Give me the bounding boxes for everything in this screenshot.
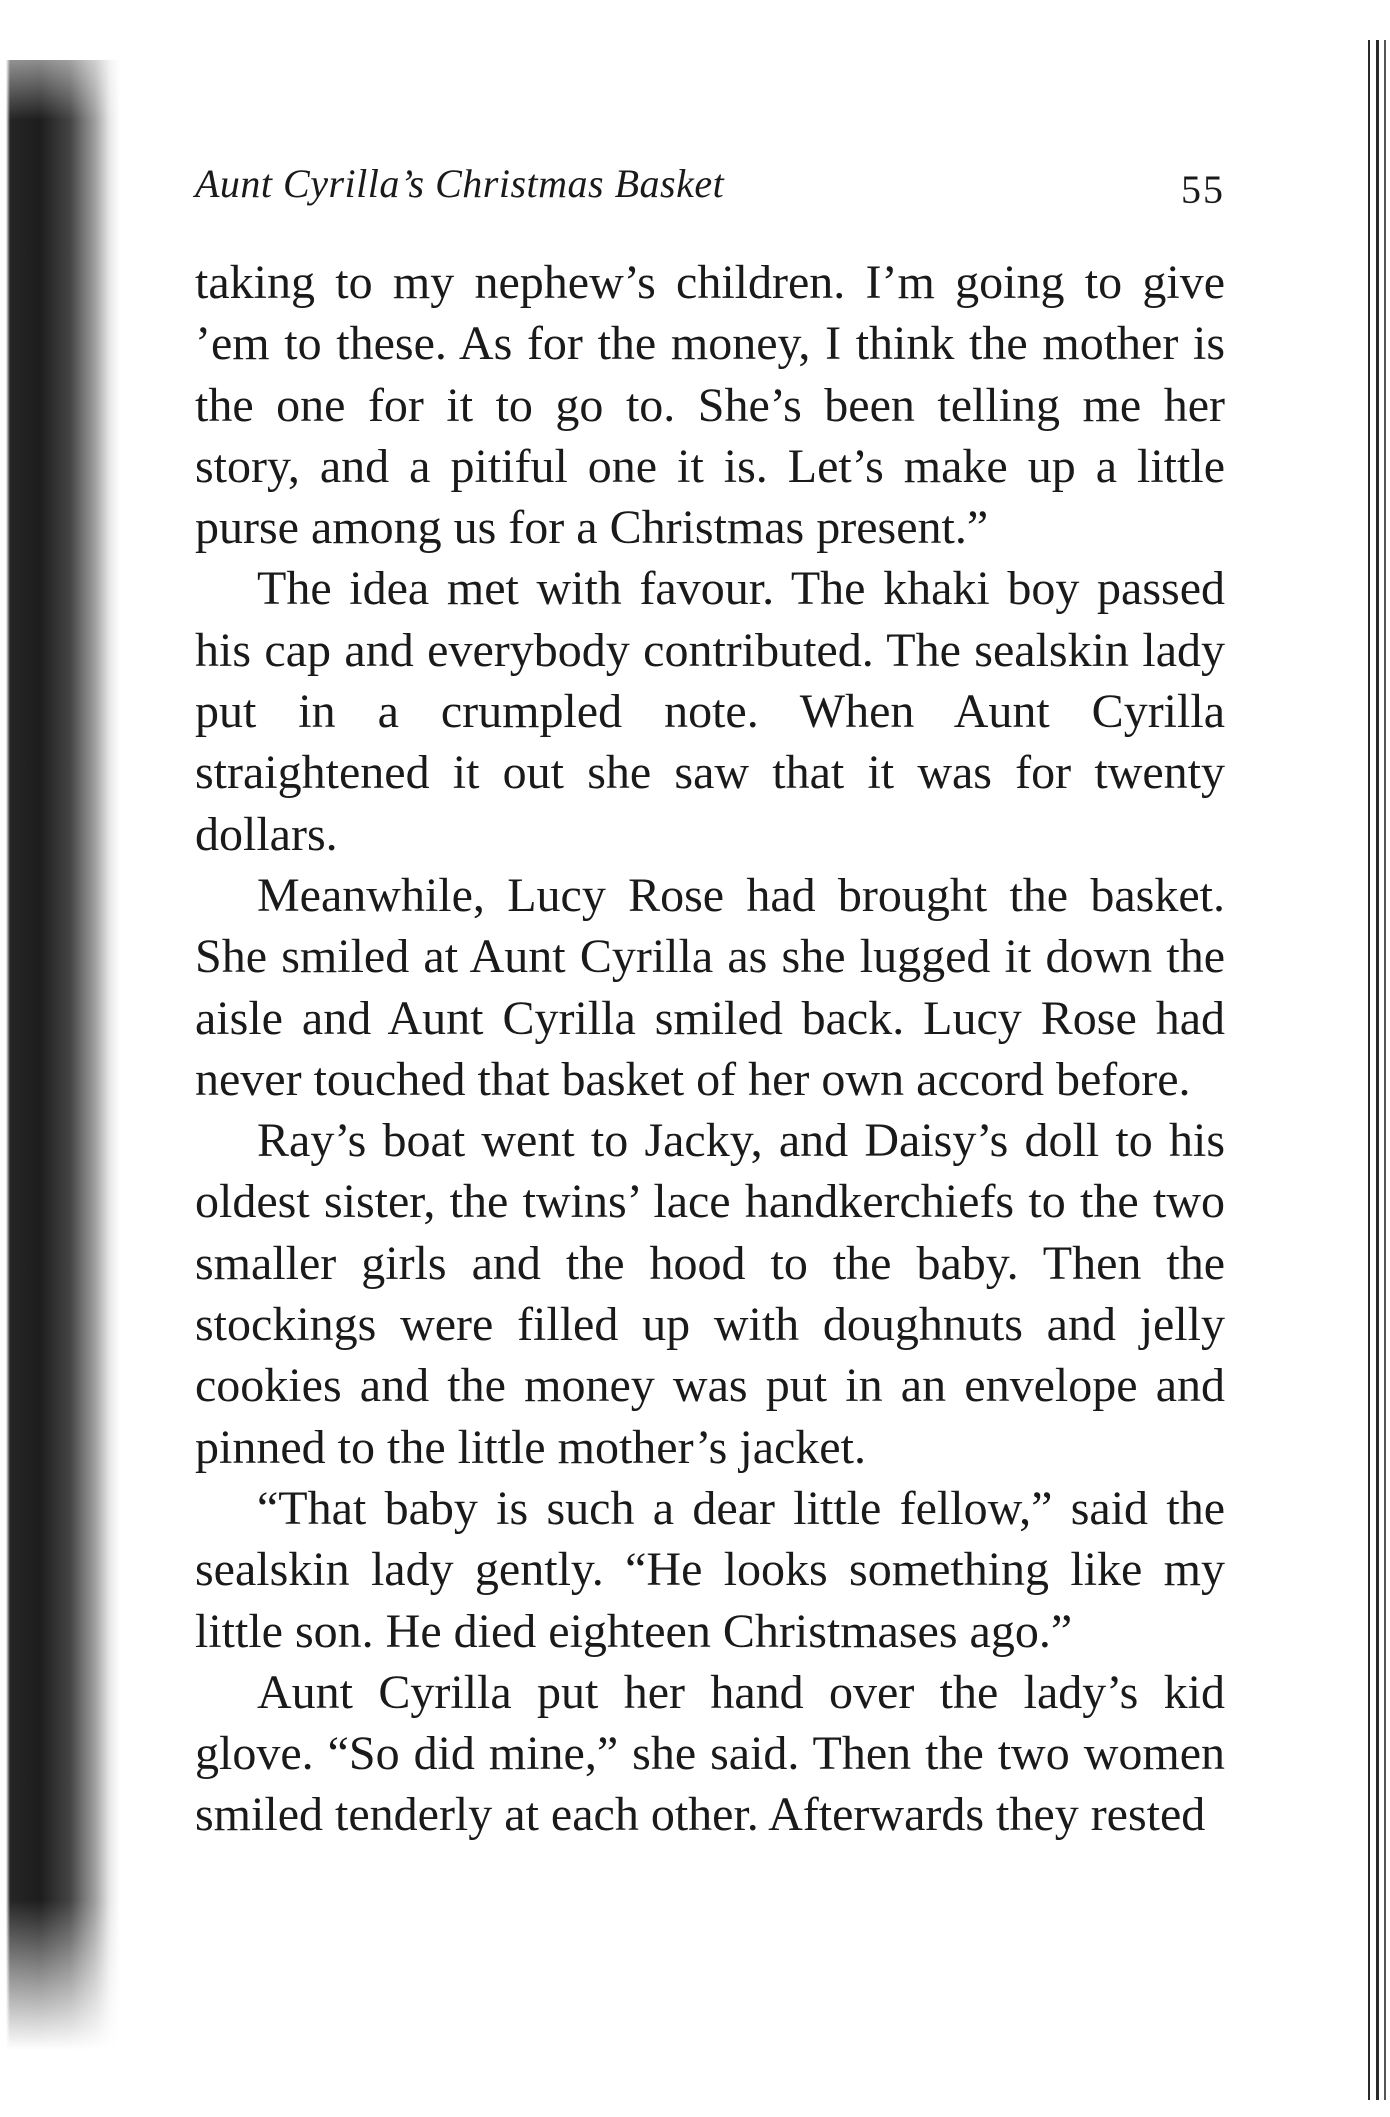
running-head	[195, 160, 1225, 220]
page-edge-line	[1368, 40, 1370, 2100]
paragraph: The idea met with favour. The khaki boy passed his cap and everybody contributed. The sealskin lady put in a crumpled note. When Aunt Cyrilla straightened it out she saw that it was for twenty dollars.	[195, 562, 1225, 861]
paragraph: Meanwhile, Lucy Rose had brought the basket. She smiled at Aunt Cyrilla as she lugged it down the aisle and Aunt Cyrilla smiled back. Lucy Rose had never touched that basket of her own accord before.	[195, 868, 1225, 1106]
binding-gutter-shadow	[0, 60, 120, 2050]
gutter-fade-bottom	[0, 1900, 120, 2117]
running-title: Aunt Cyrilla’s Christmas Basket	[195, 161, 725, 206]
gutter-fade-top	[0, 0, 120, 120]
page-edge-line	[1384, 40, 1386, 2100]
body-text	[195, 252, 1225, 1846]
page-edge-line	[1376, 40, 1379, 2100]
paragraph: “That baby is such a dear little fellow,” said the sealskin lady gently. “He looks something like my little son. He died eighteen Christmases ago.”	[195, 1481, 1225, 1658]
page-number: 55	[1181, 167, 1225, 212]
paragraph: Ray’s boat went to Jacky, and Daisy’s doll to his oldest sister, the twins’ lace handkerchiefs to the two smaller girls and the hood to the baby. Then the stockings were filled up with doughnuts and jelly cookies and the money was put in an envelope and pinned to the little mother’s jacket.	[195, 1114, 1225, 1474]
paragraph: Aunt Cyrilla put her hand over the lady’s kid glove. “So did mine,” she said. Then the two women smiled tenderly at each other. Afterwards they rested	[195, 1665, 1225, 1842]
paragraph: taking to my nephew’s children. I’m going to give ’em to these. As for the money, I think the mother is the one for it to go to. She’s been telling me her story, and a pitiful one it is. Let’s make up a little purse among us for a Christmas present.”	[195, 256, 1225, 555]
